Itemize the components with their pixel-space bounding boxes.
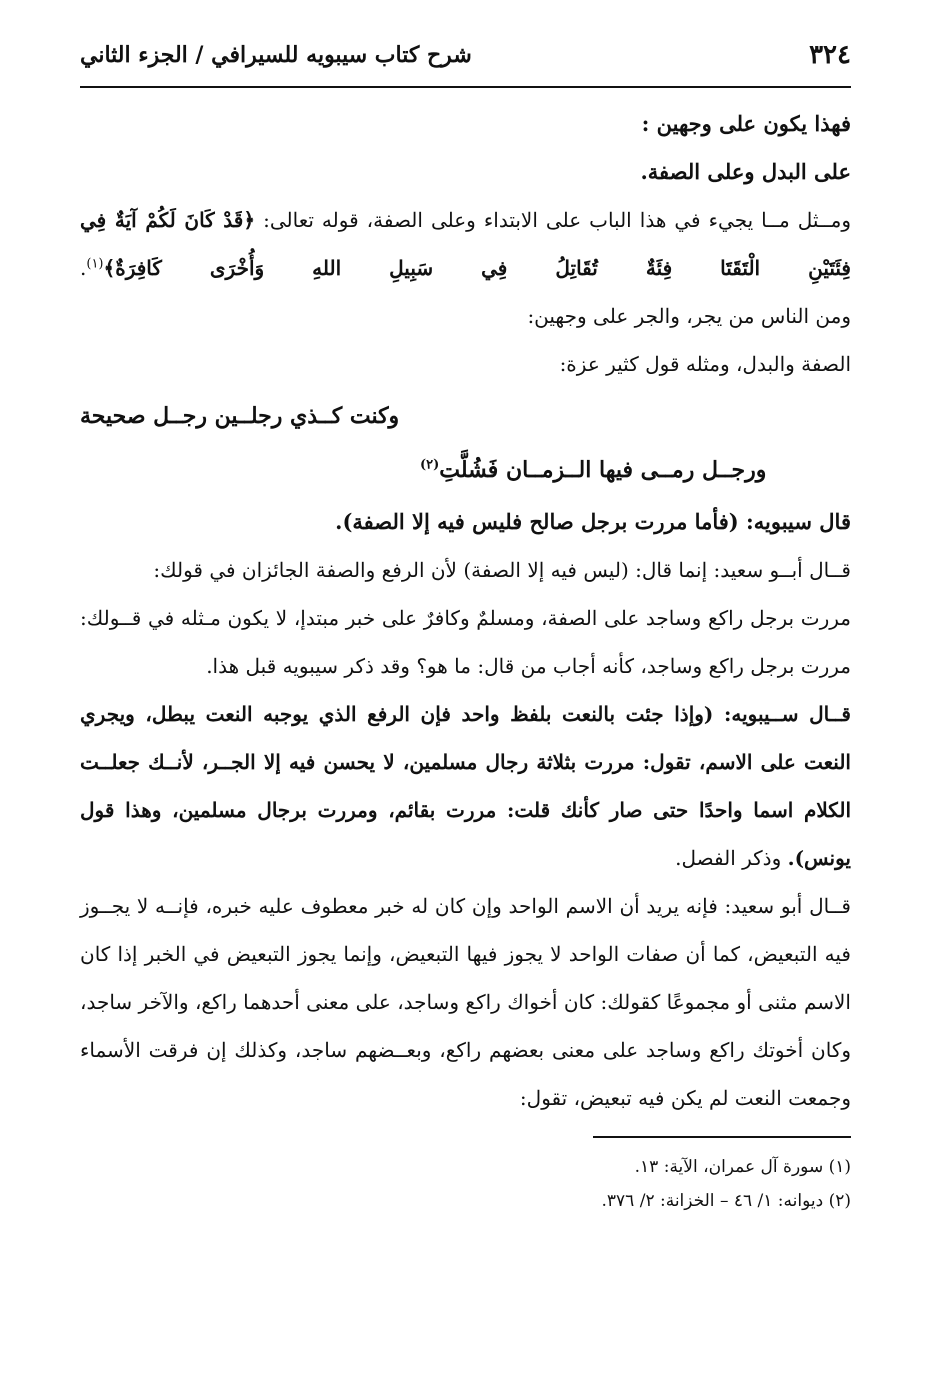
paragraph-3 bbox=[80, 196, 851, 292]
paragraph-2: على البدل وعلى الصفة. bbox=[640, 159, 851, 184]
page-body bbox=[80, 100, 851, 1122]
footnotes bbox=[593, 1136, 851, 1218]
footnote-ref-1[interactable]: (١) bbox=[86, 256, 104, 272]
footnote-ref-2[interactable]: (٢) bbox=[420, 457, 440, 473]
book-page bbox=[80, 30, 851, 1354]
page-number: ٣٢٤ bbox=[809, 40, 851, 70]
poem-verse-1 bbox=[80, 390, 851, 442]
poem-verse-2 bbox=[80, 444, 851, 496]
paragraph-3-intro: ومــثل مــا يجيء في هذا الباب على الابتداء وعلى الصفة، قوله تعالى: bbox=[255, 208, 851, 232]
paragraph-9-tail: وذكر الفصل. bbox=[675, 846, 788, 870]
paragraph-9-quote: قــال ســيبويه: (وإذا جئت بالنعت بلفظ واحد فإن الرفع الذي يوجبه النعت يبطل، ويجري النعت على الاسم، تقول: مررت بثلاثة رجال مسلمين، لا يحسن فيه إلا الجــر، لأنــك جعلــت الكلام اسما واحدًا حتى صار كأنك قلت: مررت بقائم، ومررت برجال مسلمين، وهذا قول يونس). bbox=[80, 702, 851, 870]
paragraph-4: ومن الناس من يجر، والجر على وجهين: bbox=[527, 304, 851, 328]
paragraph-7: قــال أبــو سعيد: إنما قال: (ليس فيه إلا الصفة) لأن الرفع والصفة الجائزان في قولك: bbox=[153, 558, 851, 582]
quran-verse: ﴿قَدْ كَانَ لَكُمْ آيَةٌ فِي فِئَتَيْنِ الْتَقَتَا فِئَةٌ تُقَاتِلُ فِي سَبِيلِ اللهِ وَأُخْرَى كَافِرَةٌ﴾ bbox=[80, 208, 851, 280]
paragraph-6: قال سيبويه: (فأما مررت برجل صالح فليس فيه إلا الصفة). bbox=[335, 509, 851, 534]
paragraph-9 bbox=[80, 690, 851, 882]
running-title: شرح كتاب سيبويه للسيرافي / الجزء الثاني bbox=[80, 42, 472, 68]
page-header bbox=[80, 30, 851, 88]
paragraph-8: مررت برجل راكع وساجد على الصفة، ومسلمٌ وكافرٌ على خبر مبتدإ، لا يكون مـثله في قــولك: مررت برجل راكع وساجد، كأنه أجاب من قال: ما هو؟ وقد ذكر سيبويه قبل هذا. bbox=[80, 606, 851, 678]
paragraph-3-end: . bbox=[80, 256, 87, 280]
poem-verse-2-text: ورجــل رمــى فيها الــزمــان فَشُلَّتِ bbox=[439, 457, 767, 483]
paragraph-5: الصفة والبدل، ومثله قول كثير عزة: bbox=[559, 352, 851, 376]
footnote-1: (١) سورة آل عمران، الآية: ١٣. bbox=[634, 1157, 851, 1177]
paragraph-1: فهذا يكون على وجهين : bbox=[641, 111, 851, 136]
paragraph-10: قــال أبو سعيد: فإنه يريد أن الاسم الواحد وإن كان له خبر معطوف عليه خبره، فإنــه لا يجــوز فيه التبعيض، كما أن صفات الواحد لا يجوز فيها التبعيض، وإنما يجوز التبعيض في الخبر إذا كان الاسم مثنى أو مجموعًا كقولك: كان أخواك راكع وساجد، على معنى أحدهما راكع، والآخر ساجد، وكان أخوتك راكع وساجد على معنى بعضهم راكع، وبعــضهم ساجد، وكذلك إن فرقت الأسماء وجمعت النعت لم يكن فيه تبعيض، تقول: bbox=[80, 894, 851, 1110]
footnote-2: (٢) ديوانه: ١/ ٤٦ – الخزانة: ٢/ ٣٧٦. bbox=[601, 1191, 851, 1211]
poem-verse-1-text: وكنت كــذي رجلــين رجــل صحيحة bbox=[80, 403, 400, 429]
